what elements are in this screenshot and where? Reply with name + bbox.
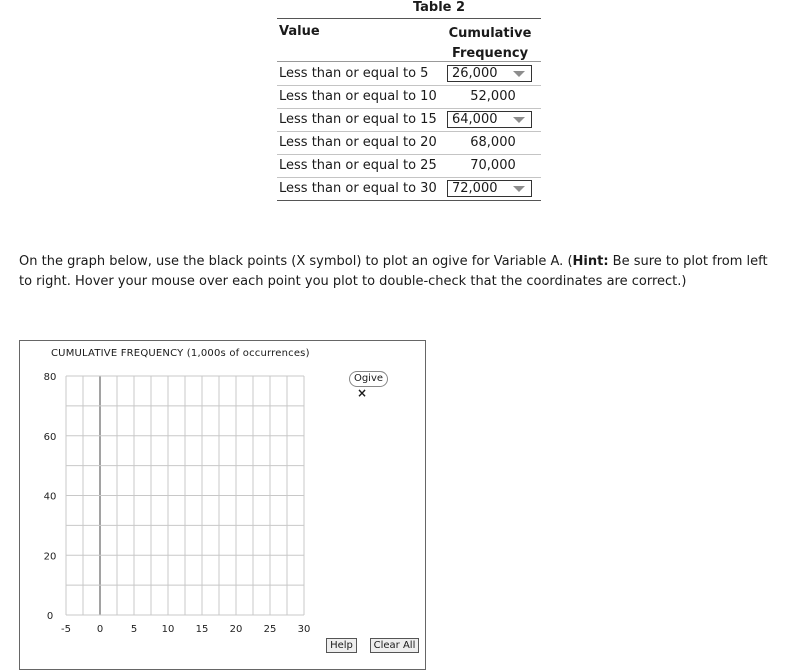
row-label: Less than or equal to 5 bbox=[279, 66, 429, 81]
dropdown-value: 72,000 bbox=[452, 181, 498, 196]
instructions-post: Be sure to plot from left to right. Hover your mouse over each point you plot to double-check that the coordinates are correct.) bbox=[19, 254, 768, 289]
dropdown-value: 64,000 bbox=[452, 112, 498, 127]
legend-symbol: × bbox=[357, 386, 368, 400]
row-value: 70,000 bbox=[470, 158, 516, 173]
table-title: Table 2 bbox=[412, 0, 466, 15]
dropdown-value: 26,000 bbox=[452, 66, 498, 81]
column-header-cf-line2: Frequency bbox=[451, 46, 529, 61]
x-tick-label: -5 bbox=[61, 624, 71, 635]
x-marker-icon[interactable] bbox=[357, 386, 367, 400]
row-label: Less than or equal to 30 bbox=[279, 181, 437, 196]
row-label: Less than or equal to 25 bbox=[279, 158, 437, 173]
x-tick-label: 0 bbox=[96, 624, 104, 635]
column-header-value: Value bbox=[279, 24, 320, 39]
help-button[interactable]: Help bbox=[326, 638, 357, 653]
x-tick-label: 30 bbox=[297, 624, 311, 635]
y-tick-label: 80 bbox=[43, 372, 57, 383]
hint-label: Hint: bbox=[572, 254, 609, 269]
x-tick-label: 10 bbox=[161, 624, 175, 635]
x-tick-label: 5 bbox=[130, 624, 138, 635]
y-axis-title: CUMULATIVE FREQUENCY (1,000s of occurrences) bbox=[51, 348, 310, 359]
y-tick-label: 40 bbox=[43, 491, 57, 503]
row-label: Less than or equal to 10 bbox=[279, 89, 437, 104]
y-tick-label: 60 bbox=[43, 431, 57, 443]
row-value: 52,000 bbox=[470, 89, 516, 104]
x-tick-label: 15 bbox=[195, 624, 209, 635]
y-tick-label: 20 bbox=[43, 551, 57, 563]
clear-all-button[interactable]: Clear All bbox=[370, 638, 419, 653]
y-tick-label: 0 bbox=[46, 611, 54, 622]
legend-ogive-tool[interactable]: Ogive bbox=[349, 371, 388, 387]
row-label: Less than or equal to 15 bbox=[279, 112, 437, 127]
x-tick-label: 25 bbox=[263, 624, 277, 635]
row-label: Less than or equal to 20 bbox=[279, 135, 437, 150]
x-tick-label: 20 bbox=[229, 624, 243, 635]
grid-lines bbox=[66, 376, 304, 615]
row-value: 68,000 bbox=[470, 135, 516, 150]
instructions-pre: On the graph below, use the black points (X symbol) to plot an ogive for Variable A. ( bbox=[19, 254, 573, 269]
column-header-cf-line1: Cumulative bbox=[448, 26, 532, 41]
